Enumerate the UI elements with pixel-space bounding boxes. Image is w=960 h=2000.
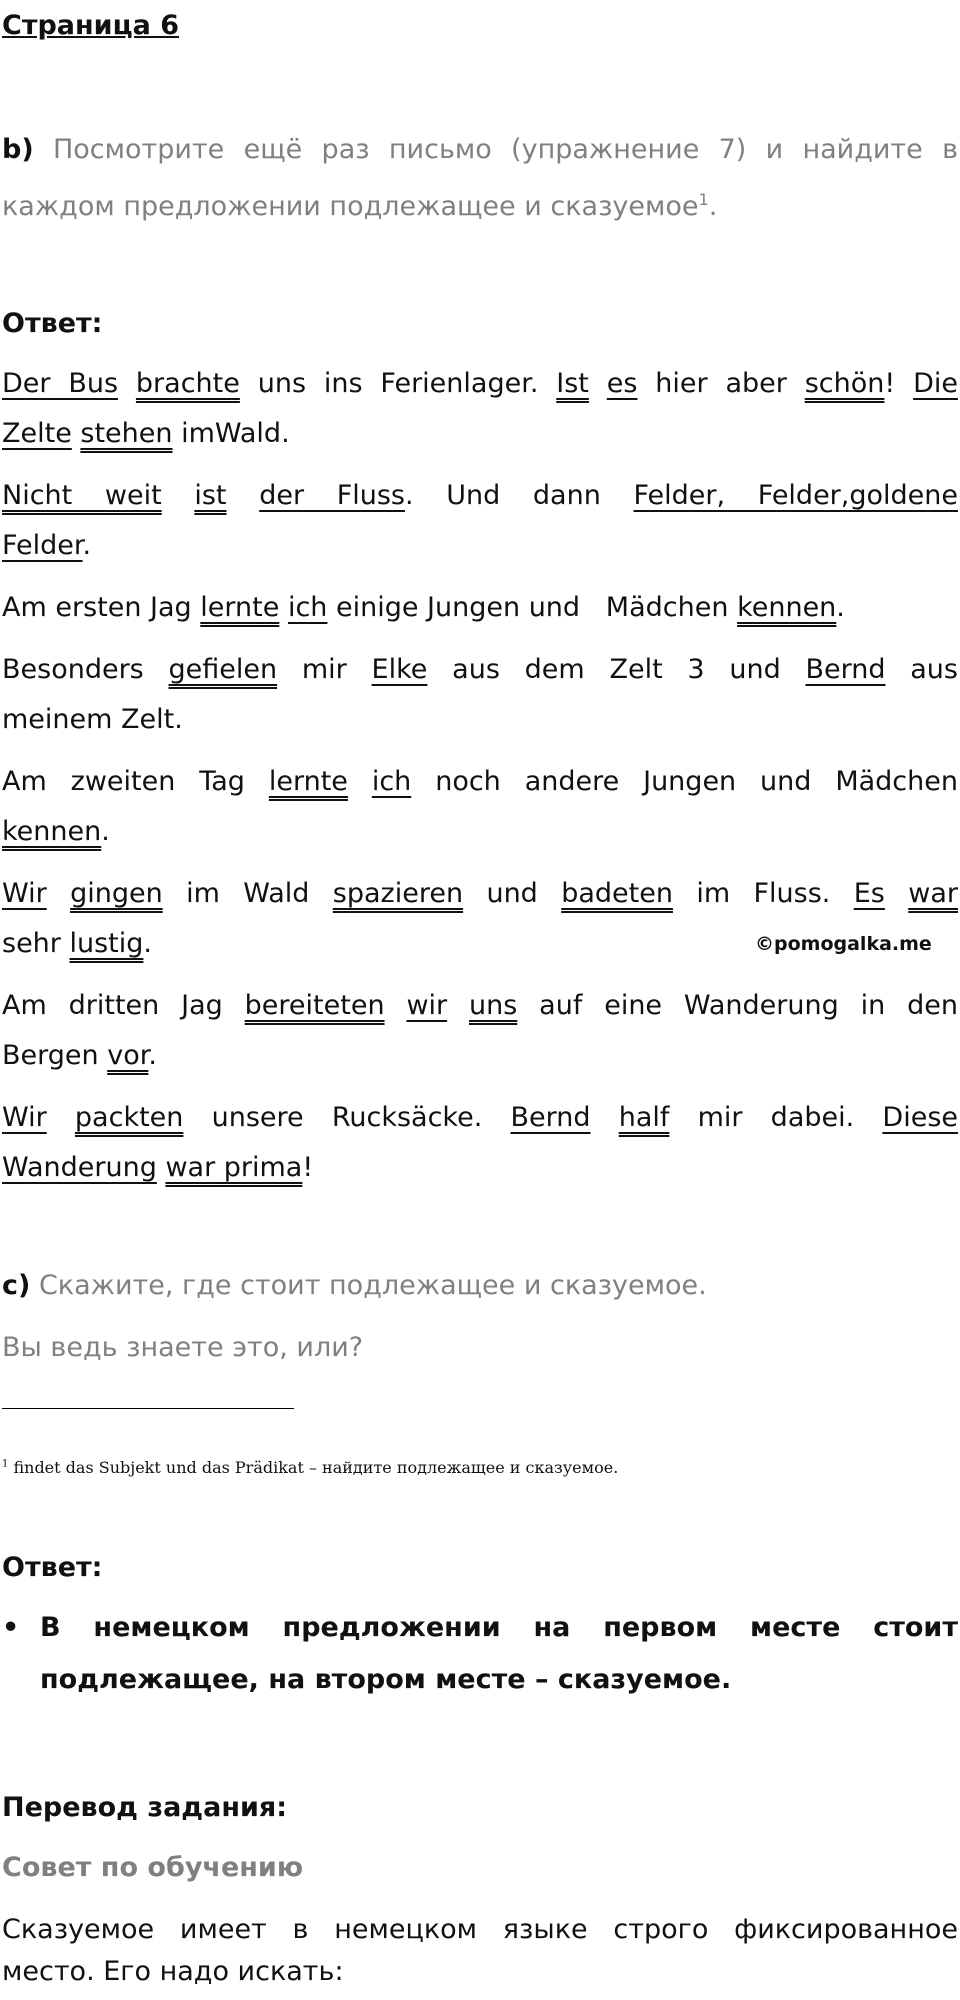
sentence-line: Zelte stehen imWald.	[2, 418, 290, 449]
sentence-line: Felder.	[2, 530, 92, 561]
sentence-line: Besonders gefielen mir Elke aus dem Zelt 3 und Bernd aus	[2, 654, 958, 685]
answer-2-line-2: подлежащее, на втором месте – сказуемое.	[40, 1664, 732, 1695]
task-c-line-2: Вы ведь знаете это, или?	[2, 1332, 364, 1363]
sentence-line: Der Bus brachte uns ins Ferienlager. Ist es hier aber schön! Die	[2, 368, 958, 399]
page-title: Страница 6	[2, 10, 180, 41]
sentence-line: Am ersten Jag lernte ich einige Jungen und Mädchen kennen.	[2, 592, 845, 623]
advice-line-1: Сказуемое имеет в немецком языке строго фиксированное	[2, 1914, 958, 1945]
advice-line-2: место. Его надо искать:	[2, 1956, 344, 1987]
task-c-marker: c)	[2, 1270, 31, 1301]
sentence-line: meinem Zelt.	[2, 704, 183, 735]
footnote-divider	[2, 1408, 294, 1409]
answer-2-label: Ответ:	[2, 1552, 103, 1583]
sentence-line: Am zweiten Tag lernte ich noch andere Jungen und Mädchen	[2, 766, 958, 797]
task-b-marker: b)	[2, 134, 34, 165]
sentence-line: Wanderung war prima!	[2, 1152, 314, 1183]
sentence-line: Wir gingen im Wald spazieren und badeten im Fluss. Es war	[2, 878, 958, 909]
sentence-line: Nicht weit ist der Fluss. Und dann Felder, Felder,goldene	[2, 480, 958, 511]
watermark: ©pomogalka.me	[755, 933, 932, 955]
sentence-line: Bergen vor.	[2, 1040, 157, 1071]
answer-2-bullet-item: • В немецком предложении на первом месте стоит	[2, 1604, 958, 1652]
footnote: $^1$ findet das Subjekt und das Prädikat – найдите подлежащее и сказуемое.	[2, 1458, 619, 1477]
bullet-icon: •	[2, 1612, 20, 1643]
answer-label: Ответ:	[2, 308, 103, 339]
sentence-line: Wir packten unsere Rucksäcke. Bernd half mir dabei. Diese	[2, 1102, 959, 1133]
sentence-line: kennen.	[2, 816, 110, 847]
footnote-ref: 1	[698, 190, 709, 209]
translation-label: Перевод задания:	[2, 1792, 288, 1823]
task-b-line-2: каждом предложении подлежащее и сказуемое$^1$.	[2, 190, 718, 222]
sentence-line: Am dritten Jag bereiteten wir uns auf eine Wanderung in den	[2, 990, 958, 1021]
advice-title: Совет по обучению	[2, 1852, 304, 1883]
task-c-line-1: c) Скажите, где стоит подлежащее и сказуемое.	[2, 1270, 707, 1301]
sentence-line: sehr lustig.	[2, 928, 153, 959]
task-b-line-1: b) Посмотрите ещё раз письмо (упражнение 7) и найдите в	[2, 134, 958, 165]
